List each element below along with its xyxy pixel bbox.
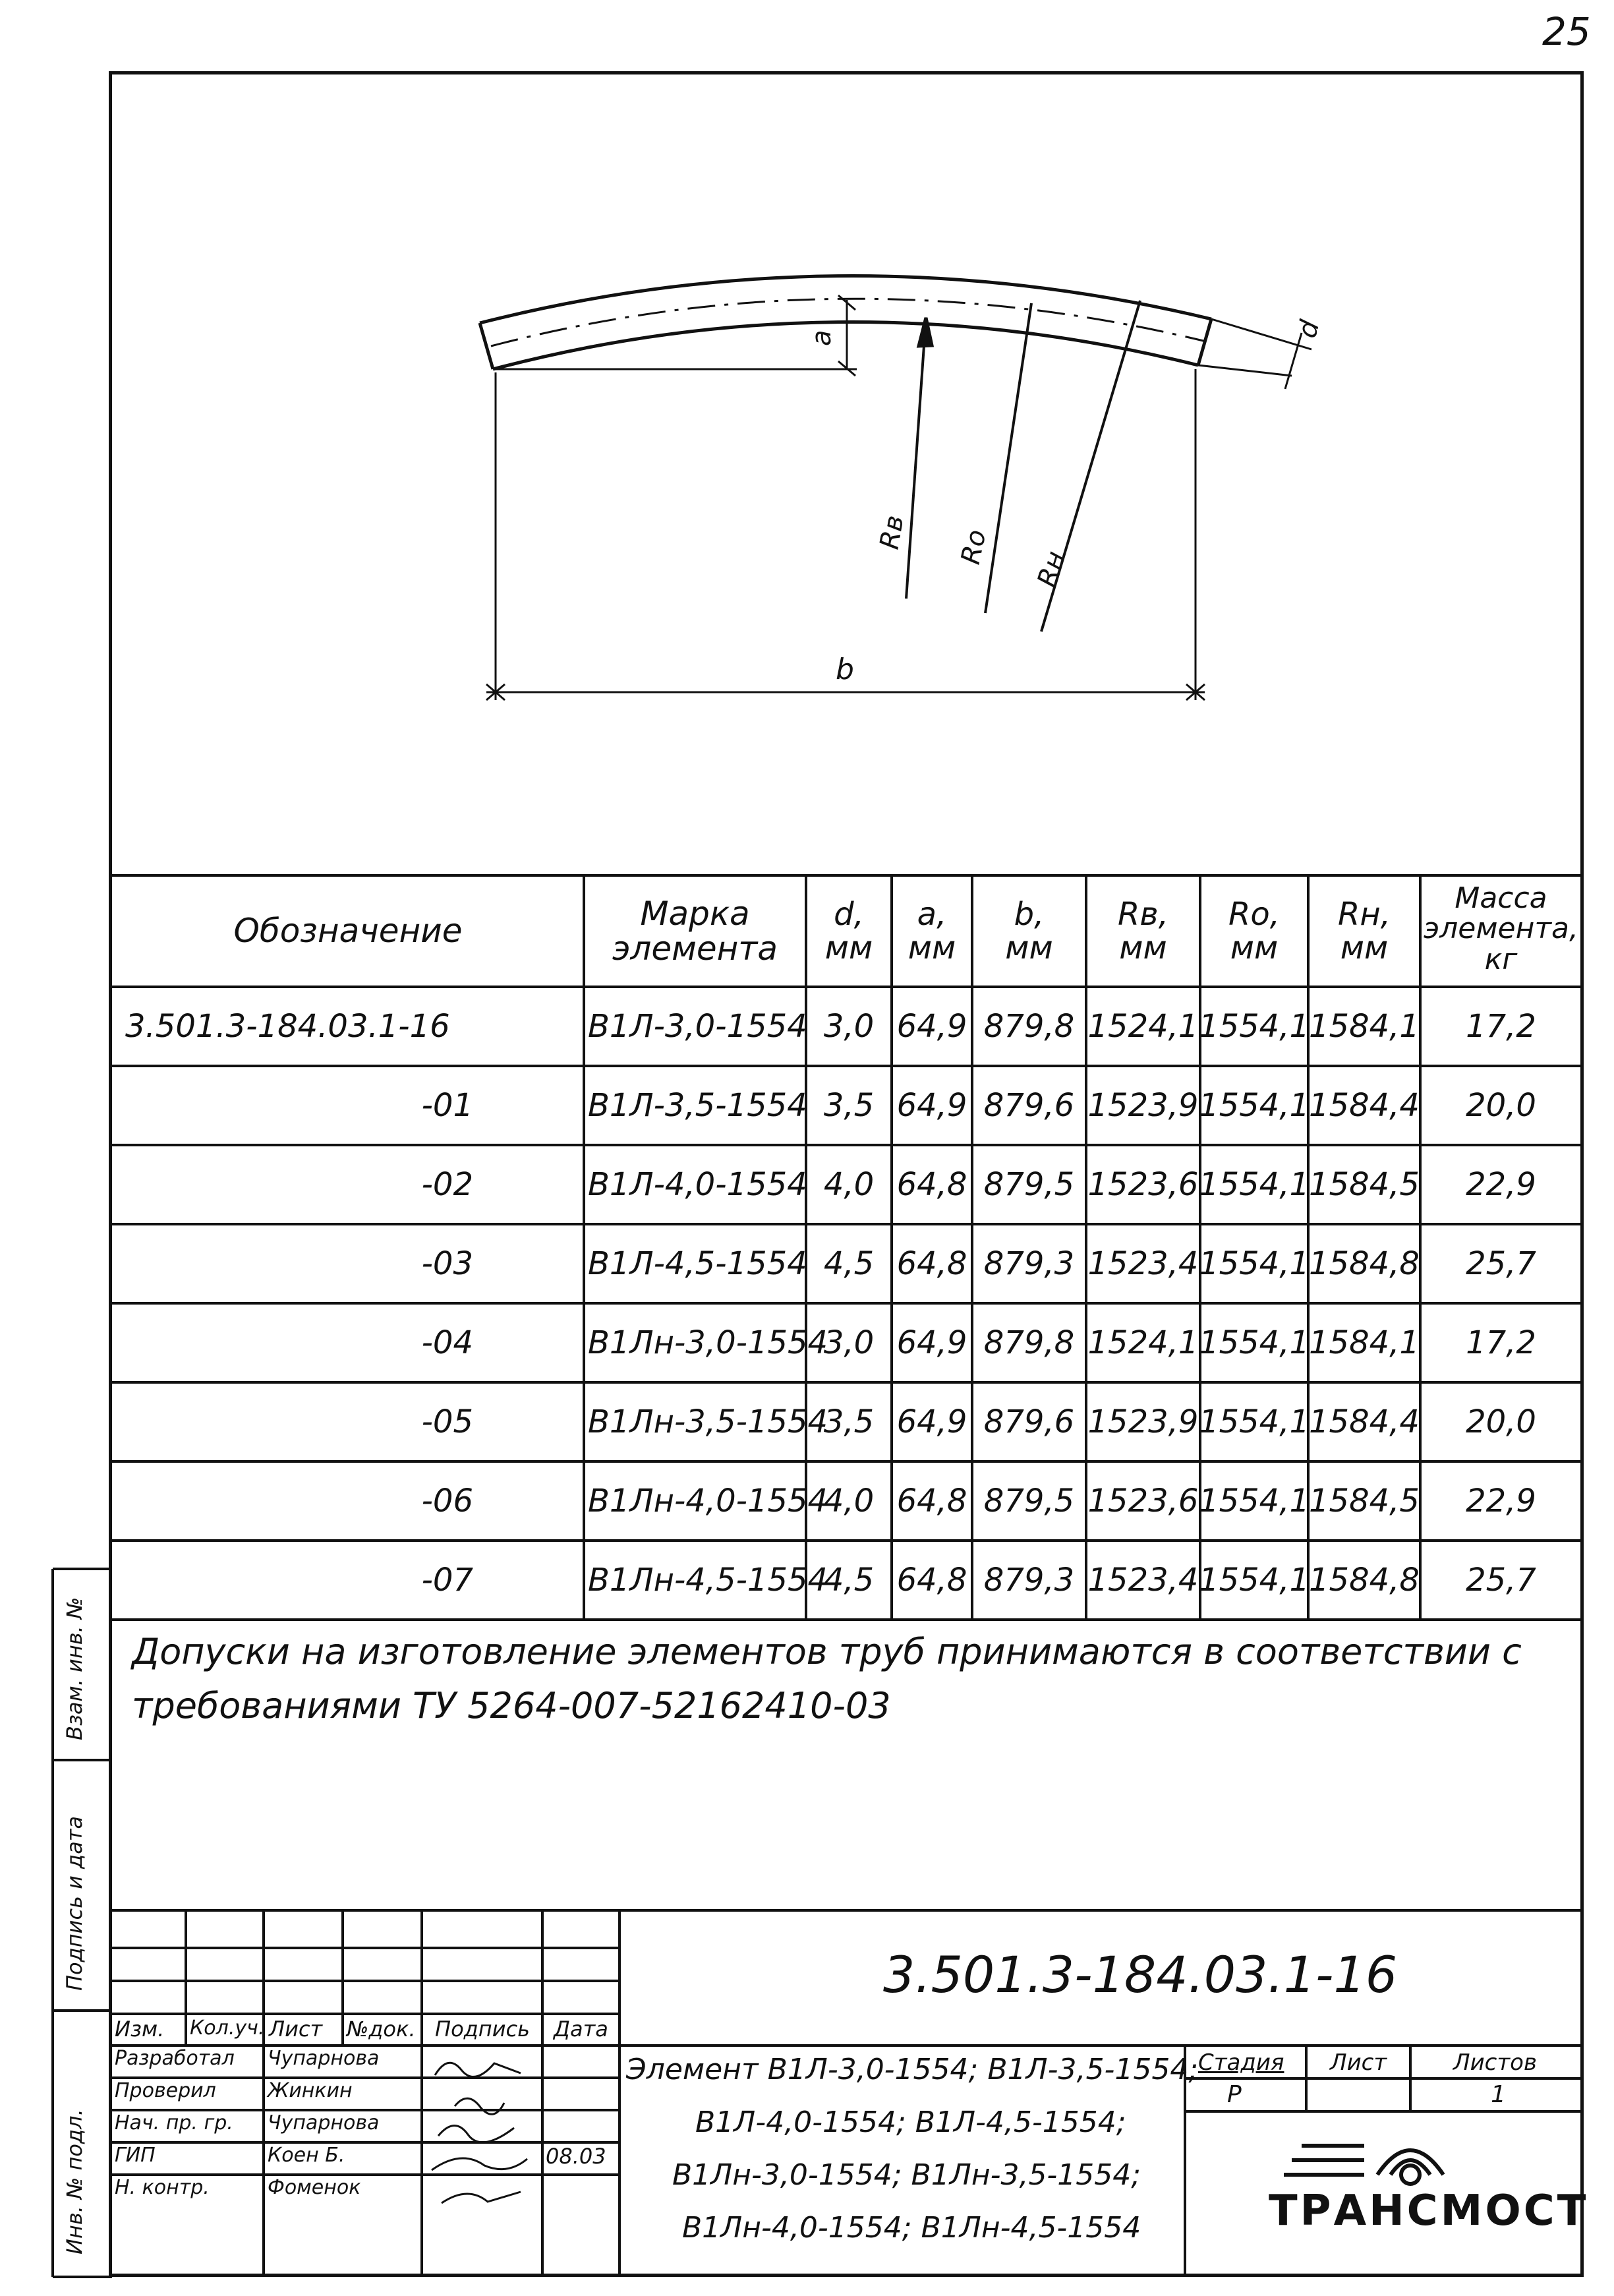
- signatory-role: Разработал: [115, 2047, 235, 2070]
- cell-mark: В1Лн-3,0-1554: [588, 1324, 828, 1361]
- header-a: a, мм: [908, 896, 956, 966]
- cell-mark: В1Лн-3,5-1554: [588, 1403, 828, 1440]
- cell-ro: 1554,1: [1199, 1482, 1310, 1519]
- signatory-name: Фоменок: [268, 2176, 361, 2199]
- title-line-2: В1Л-4,0-1554; В1Л-4,5-1554;: [695, 2105, 1126, 2139]
- tolerance-note: Допуски на изготовление элементов труб принимаются в соответствии с требованиями ТУ 5264-007-52162410-03: [132, 1631, 1522, 1726]
- col-header-podpis: Подпись: [435, 2016, 530, 2042]
- cell-mark: В1Лн-4,5-1554: [588, 1561, 828, 1599]
- stage-label: Стадия: [1198, 2049, 1284, 2076]
- header-rb: Rв, мм: [1118, 896, 1168, 966]
- title-line-4: В1Лн-4,0-1554; В1Лн-4,5-1554: [682, 2211, 1141, 2245]
- cell-b: 879,6: [983, 1403, 1075, 1440]
- cell-ro: 1554,1: [1199, 1086, 1310, 1124]
- cell-b: 879,6: [983, 1086, 1075, 1124]
- cell-rb: 1524,1: [1087, 1324, 1199, 1361]
- cell-rb: 1523,4: [1087, 1245, 1199, 1282]
- cell-a: 64,8: [896, 1165, 967, 1203]
- col-header-izm: Изм.: [115, 2016, 165, 2042]
- page-number: 25: [1542, 9, 1591, 54]
- label-ro: Rо: [955, 527, 993, 568]
- cell-d: 4,5: [823, 1245, 875, 1282]
- cell-rb: 1523,9: [1087, 1086, 1199, 1124]
- cell-a: 64,9: [896, 1403, 967, 1440]
- cell-rn: 1584,8: [1309, 1561, 1420, 1599]
- cell-designation: -03: [421, 1245, 473, 1282]
- side-label-vzam: Взам. инв. №: [62, 1597, 87, 1740]
- cell-b: 879,3: [983, 1561, 1075, 1599]
- cell-mark: В1Л-3,0-1554: [588, 1007, 807, 1045]
- cell-b: 879,8: [983, 1324, 1075, 1361]
- header-mark: Марка элемента: [612, 895, 778, 968]
- cell-rn: 1584,5: [1309, 1165, 1420, 1203]
- label-a: a: [807, 330, 837, 346]
- header-designation: Обозначение: [233, 912, 463, 951]
- cell-a: 64,8: [896, 1245, 967, 1282]
- cell-mass: 20,0: [1466, 1086, 1536, 1124]
- cell-rb: 1524,1: [1087, 1007, 1199, 1045]
- cell-designation: -06: [421, 1482, 473, 1519]
- cell-d: 3,5: [823, 1086, 875, 1124]
- cell-mass: 25,7: [1466, 1561, 1536, 1599]
- cell-mass: 22,9: [1466, 1482, 1536, 1519]
- cell-ro: 1554,1: [1199, 1165, 1310, 1203]
- cell-rn: 1584,4: [1309, 1403, 1420, 1440]
- cell-designation: -01: [421, 1086, 473, 1124]
- label-rn: Rн: [1031, 547, 1072, 591]
- header-rn: Rн, мм: [1338, 896, 1391, 966]
- header-d: d, мм: [824, 896, 873, 966]
- sheets-label: Листов: [1453, 2049, 1538, 2076]
- stage-value: Р: [1227, 2081, 1242, 2108]
- side-label-podpis: Подпись и дата: [62, 1815, 87, 1991]
- cell-d: 4,0: [823, 1165, 875, 1203]
- label-rb: Rв: [874, 513, 910, 552]
- cell-ro: 1554,1: [1199, 1245, 1310, 1282]
- title-line-1: Элемент В1Л-3,0-1554; В1Л-3,5-1554;: [626, 2053, 1199, 2086]
- cell-designation: -02: [421, 1165, 473, 1203]
- document-code: 3.501.3-184.03.1-16: [883, 1945, 1398, 2004]
- cell-rb: 1523,6: [1087, 1165, 1199, 1203]
- cell-a: 64,9: [896, 1324, 967, 1361]
- signatory-role: ГИП: [115, 2144, 156, 2167]
- cell-rn: 1584,4: [1309, 1086, 1420, 1124]
- signatory-role: Н. контр.: [115, 2176, 210, 2199]
- title-line-3: В1Лн-3,0-1554; В1Лн-3,5-1554;: [672, 2158, 1141, 2192]
- cell-a: 64,8: [896, 1482, 967, 1519]
- cell-mark: В1Л-3,5-1554: [588, 1086, 807, 1124]
- col-header-list: Лист: [269, 2016, 323, 2042]
- cell-mass: 17,2: [1466, 1007, 1536, 1045]
- cell-d: 3,5: [823, 1403, 875, 1440]
- cell-mass: 17,2: [1466, 1324, 1536, 1361]
- cell-d: 3,0: [823, 1007, 875, 1045]
- signatory-name: Коен Б.: [268, 2144, 345, 2167]
- signatory-date: 08.03: [546, 2144, 606, 2169]
- cell-mark: В1Л-4,5-1554: [588, 1245, 807, 1282]
- cell-b: 879,5: [983, 1482, 1075, 1519]
- cell-rn: 1584,8: [1309, 1245, 1420, 1282]
- cell-rb: 1523,9: [1087, 1403, 1199, 1440]
- label-d: d: [1292, 317, 1326, 341]
- cell-ro: 1554,1: [1199, 1324, 1310, 1361]
- cell-mass: 20,0: [1466, 1403, 1536, 1440]
- cell-mark: В1Лн-4,0-1554: [588, 1482, 828, 1519]
- cell-rb: 1523,6: [1087, 1482, 1199, 1519]
- cell-designation: -04: [421, 1324, 473, 1361]
- header-ro: Rо, мм: [1228, 896, 1280, 966]
- signatory-name: Чупарнова: [268, 2111, 380, 2134]
- cell-rn: 1584,1: [1309, 1324, 1420, 1361]
- cell-mass: 22,9: [1466, 1165, 1536, 1203]
- signatory-role: Нач. пр. гр.: [115, 2111, 233, 2134]
- signatory-name: Чупарнова: [268, 2047, 380, 2070]
- cell-rb: 1523,4: [1087, 1561, 1199, 1599]
- label-b: b: [836, 653, 854, 686]
- col-header-ndok: №док.: [347, 2016, 416, 2042]
- cell-ro: 1554,1: [1199, 1403, 1310, 1440]
- sheet-label: Лист: [1330, 2049, 1387, 2076]
- signatory-name: Жинкин: [268, 2079, 353, 2102]
- cell-ro: 1554,1: [1199, 1561, 1310, 1599]
- cell-d: 3,0: [823, 1324, 875, 1361]
- cell-b: 879,8: [983, 1007, 1075, 1045]
- cell-mark: В1Л-4,0-1554: [588, 1165, 807, 1203]
- cell-a: 64,9: [896, 1086, 967, 1124]
- header-mass: Масса элемента, кг: [1424, 881, 1578, 976]
- side-label-inv: Инв. № подл.: [62, 2109, 87, 2254]
- cell-ro: 1554,1: [1199, 1007, 1310, 1045]
- cell-b: 879,5: [983, 1165, 1075, 1203]
- col-header-koluch: Кол.уч.: [190, 2016, 265, 2040]
- header-b: b, мм: [1005, 896, 1053, 966]
- signatory-role: Проверил: [115, 2079, 216, 2102]
- cell-b: 879,3: [983, 1245, 1075, 1282]
- cell-mass: 25,7: [1466, 1245, 1536, 1282]
- cell-designation: -05: [421, 1403, 473, 1440]
- signatures: [422, 2050, 547, 2277]
- cell-rn: 1584,1: [1309, 1007, 1420, 1045]
- cell-a: 64,9: [896, 1007, 967, 1045]
- cell-designation: -07: [421, 1561, 473, 1599]
- cell-a: 64,8: [896, 1561, 967, 1599]
- col-header-data: Дата: [554, 2016, 608, 2042]
- cell-designation: 3.501.3-184.03.1-16: [125, 1007, 450, 1045]
- cell-d: 4,0: [823, 1482, 875, 1519]
- sheets-value: 1: [1491, 2081, 1506, 2108]
- cell-rn: 1584,5: [1309, 1482, 1420, 1519]
- cell-d: 4,5: [823, 1561, 875, 1599]
- company-name: ТРАНСМОСТ: [1269, 2187, 1589, 2235]
